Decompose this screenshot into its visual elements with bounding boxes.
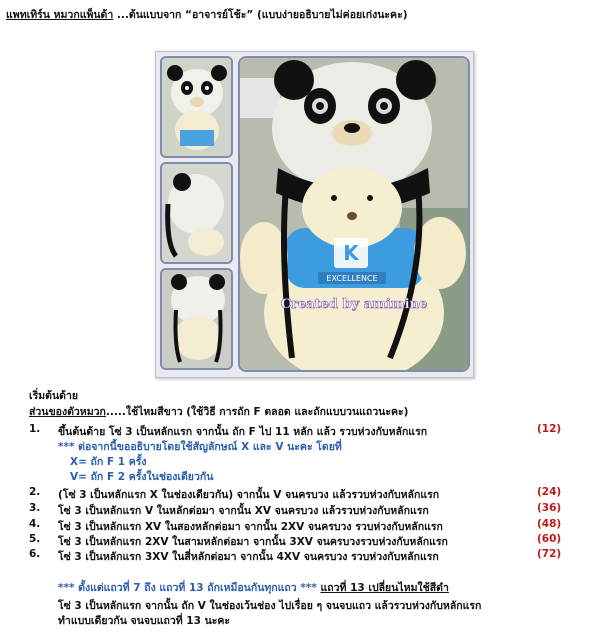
title-underlined: แพทเทิร์น หมวกแพ็นด้า	[6, 9, 114, 21]
row-text: โซ่ 3 เป็นหลักแรก 2XV ในสามหลักต่อมา จากนั้น 3XV จนครบวงรวบห่วงกับหลักแรก	[58, 536, 448, 548]
row-count: (48)	[537, 518, 562, 530]
row-number: 3.	[29, 502, 41, 514]
thumbnail-side-image	[162, 164, 231, 262]
legend-line-1: *** ต่อจากนี้ขออธิบายโดยใช้สัญลักษณ์ X และ V นะคะ โดยที่	[58, 441, 342, 453]
footer-line-1	[58, 579, 449, 596]
legend-line-2: X= ถัก F 1 ครั้ง	[70, 456, 147, 468]
row-number: 1.	[29, 423, 41, 435]
row-count: (12)	[537, 423, 562, 435]
title-rest: ...ต้นแบบจาก “อาจารย์โช้ะ” (แบบง่ายอธิบายไม่ค่อยเก่งนะคะ)	[113, 9, 408, 21]
row-count: (36)	[537, 502, 562, 514]
pattern-row-1	[0, 423, 610, 438]
photo-collage	[155, 51, 474, 378]
panda-hat-teddy-image	[240, 58, 468, 370]
row-count: (60)	[537, 533, 562, 545]
page-title	[6, 6, 606, 23]
row-number: 6.	[29, 548, 41, 560]
section-underlined: ส่วนของตัวหมวก	[29, 406, 106, 418]
section-rest: .....ใช้ไหมสีขาว (ใช้วิธี การถัก F ตลอด และถักแบบวนแถวนะคะ)	[105, 406, 409, 418]
row-text: โซ่ 3 เป็นหลักแรก 3XV ในสี่หลักต่อมา จากนั้น 4XV จนครบวง รวบห่วงกับหลักแรก	[58, 551, 439, 563]
row-number: 2.	[29, 486, 41, 498]
pattern-row-5	[0, 533, 610, 548]
row-count: (72)	[537, 548, 562, 560]
main-photo	[238, 56, 470, 372]
shirt-letter: K	[343, 241, 359, 265]
thumbnail-back	[160, 268, 233, 370]
pattern-row-4	[0, 518, 610, 533]
row-count: (24)	[537, 486, 562, 498]
footer-underlined: แถวที่ 13 เปลี่ยนไหมใช้สีดำ	[320, 582, 449, 594]
footer-blue: *** ตั้งแต่แถวที่ 7 ถึง แถวที่ 13 ถักเหมือนกันทุกแถว ***	[58, 582, 317, 594]
row-text: (โซ่ 3 เป็นหลักแรก X ในช่องเดียวกัน) จากนั้น V จนครบวง แล้วรวบห่วงกับหลักแรก	[58, 489, 440, 501]
pattern-row-2	[0, 486, 610, 501]
row-text: โซ่ 3 เป็นหลักแรก V ในหลักต่อมา จากนั้น XV จนครบวง แล้วรวบห่วงกับหลักแรก	[58, 505, 429, 517]
row-number: 4.	[29, 518, 41, 530]
pattern-row-6	[0, 548, 610, 563]
intro-start: เริ่มต้นด้าย	[29, 390, 79, 402]
row-text: ขึ้นต้นด้าย โซ่ 3 เป็นหลักแรก จากนั้น ถัก F ไป 11 หลัก แล้ว รวบห่วงกับหลักแรก	[58, 426, 428, 438]
row-number: 5.	[29, 533, 41, 545]
watermark: Created by amimine	[280, 297, 428, 312]
shirt-text: EXCELLENCE	[326, 274, 378, 283]
thumbnail-side	[160, 162, 233, 264]
legend-line-3: V= ถัก F 2 ครั้งในช่องเดียวกัน	[70, 471, 214, 483]
row-text: โซ่ 3 เป็นหลักแรก XV ในสองหลักต่อมา จากนั้น 2XV จนครบวง รวบห่วงกับหลักแรก	[58, 521, 443, 533]
thumbnail-back-image	[162, 270, 231, 368]
footer-line-3: ทำแบบเดียวกัน จนจบแถวที่ 13 นะคะ	[58, 615, 231, 627]
pattern-row-3	[0, 502, 610, 517]
thumbnail-front-image	[162, 58, 231, 156]
thumbnail-front	[160, 56, 233, 158]
footer-line-2: โซ่ 3 เป็นหลักแรก จากนั้น ถัก V ในช่องเว้นช่อง ไปเรื่อย ๆ จนจบแถว แล้วรวบห่วงกับหลักแรก	[58, 600, 482, 612]
section-heading	[29, 405, 408, 420]
